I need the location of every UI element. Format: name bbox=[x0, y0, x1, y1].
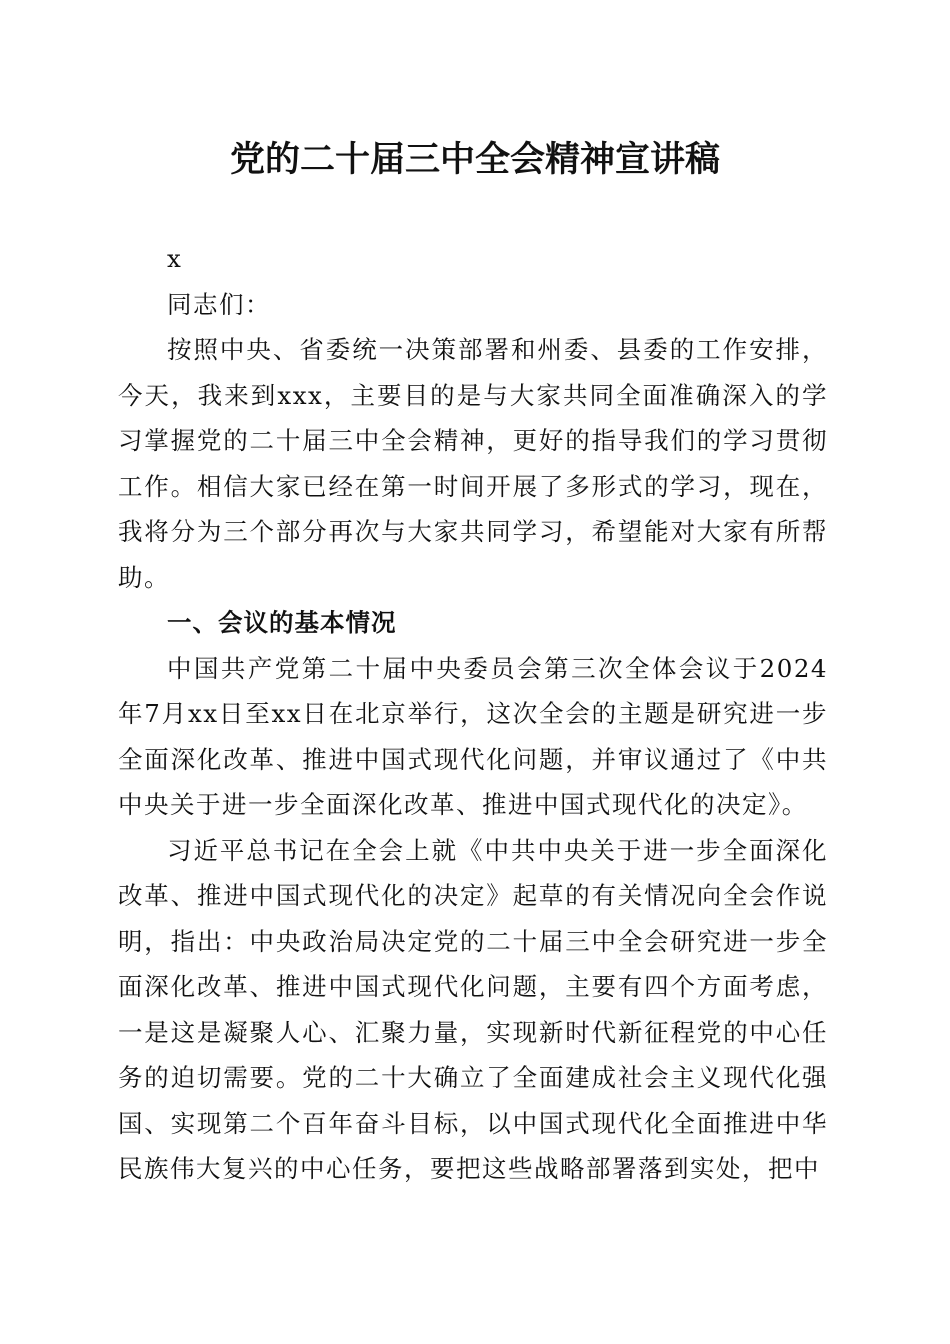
section-1-paragraph-1: 中国共产党第二十届中央委员会第三次全体会议于2024年7月xx日至xx日在北京举行，这次全会的主题是研究进一步全面深化改革、推进中国式现代化问题，并审议通过了《中共中央关于进一步全面深化改革、推进中国式现代化的决定》。 bbox=[118, 653, 828, 819]
section-1-paragraph-2: 习近平总书记在全会上就《中共中央关于进一步全面深化改革、推进中国式现代化的决定》起草的有关情况向全会作说明，指出：中央政治局决定党的二十届三中全会研究进一步全面深化改革、推进中国式现代化问题，主要有四个方面考虑，一是这是凝聚人心、汇聚力量，实现新时代新征程党的中心任务的迫切需要。党的二十大确立了全面建成社会主义现代化强国、实现第二个百年奋斗目标，以中国式现代化全面推进中华民族伟大复兴的中心任务，要把这些战略部署落到实处，把中 bbox=[118, 835, 828, 1183]
salutation: 同志们： bbox=[167, 289, 271, 319]
author-line: x bbox=[167, 244, 183, 273]
intro-paragraph: 按照中央、省委统一决策部署和州委、县委的工作安排，今天，我来到xxx，主要目的是与大家共同全面准确深入的学习掌握党的二十届三中全会精神，更好的指导我们的学习贯彻工作。相信大家已经在第一时间开展了多形式的学习，现在，我将分为三个部分再次与大家共同学习，希望能对大家有所帮助。 bbox=[118, 335, 828, 592]
document-body bbox=[118, 236, 828, 1192]
section-1-heading: 一、会议的基本情况 bbox=[167, 608, 397, 637]
document-title: 党的二十届三中全会精神宣讲稿 bbox=[229, 139, 720, 180]
